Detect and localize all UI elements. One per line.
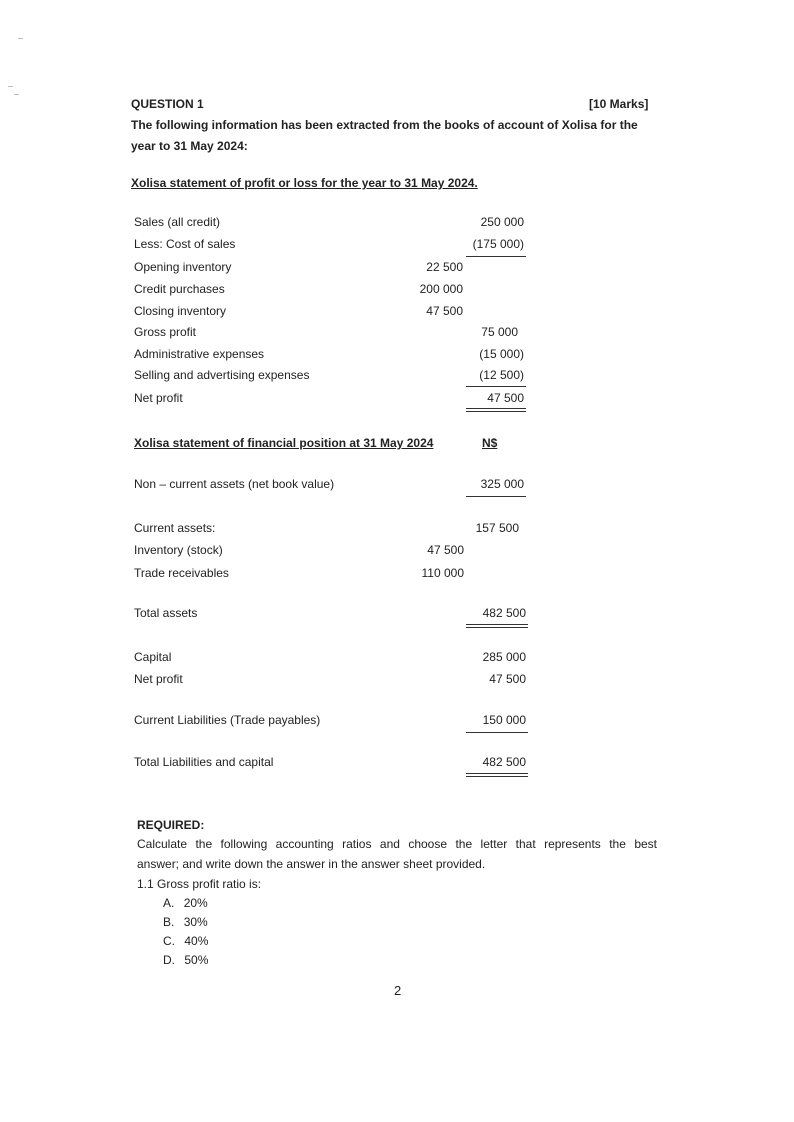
pl-label: Gross profit [134, 325, 197, 339]
fp-outer-value: 150 000 [482, 713, 526, 727]
rule [466, 256, 526, 257]
page-number: 2 [394, 983, 402, 998]
fp-label: Current assets: [134, 521, 216, 535]
option-text: 40% [184, 934, 209, 948]
double-rule [466, 773, 528, 777]
pl-inner-value: 200 000 [419, 282, 463, 296]
required-heading: REQUIRED: [137, 818, 205, 832]
option-a [163, 896, 208, 910]
pl-outer-value: 47 500 [487, 391, 524, 405]
pl-outer-value: (175 000) [472, 237, 524, 251]
fp-label: Total Liabilities and capital [134, 755, 274, 769]
fp-label: Inventory (stock) [134, 543, 223, 557]
scan-mark [18, 38, 23, 39]
required-instruction-line2: answer; and write down the answer in the answer sheet provided. [137, 857, 486, 871]
double-rule [466, 408, 526, 412]
option-text: 20% [183, 896, 208, 910]
fp-outer-value: 482 500 [482, 606, 526, 620]
pl-label: Less: Cost of sales [134, 237, 236, 251]
pl-label: Opening inventory [134, 260, 232, 274]
rule [466, 496, 526, 497]
fp-inner-value: 47 500 [427, 543, 464, 557]
rule [466, 732, 528, 733]
required-instruction-line1: Calculate the following accounting ratios and choose the letter that represents the best [137, 837, 657, 851]
question-1-1: 1.1 Gross profit ratio is: [137, 877, 262, 891]
question-title: QUESTION 1 [131, 97, 204, 111]
pl-inner-value: 22 500 [426, 260, 463, 274]
rule [466, 386, 526, 387]
pl-outer-value: (12 500) [479, 368, 524, 382]
option-c [163, 934, 208, 948]
pl-label: Administrative expenses [134, 347, 265, 361]
double-rule [466, 624, 528, 628]
fp-outer-value: 47 500 [489, 672, 526, 686]
pl-label: Closing inventory [134, 304, 227, 318]
pl-outer-value: 75 000 [481, 325, 518, 339]
profit-loss-heading: Xolisa statement of profit or loss for the year to 31 May 2024. [131, 176, 478, 190]
fp-outer-value: 325 000 [480, 477, 524, 491]
scan-mark [8, 86, 13, 87]
fp-label: Total assets [134, 606, 198, 620]
option-b [163, 915, 208, 929]
option-letter: C. [163, 934, 175, 948]
fp-outer-value: 157 500 [475, 521, 519, 535]
question-intro-line2: year to 31 May 2024: [131, 139, 248, 153]
scan-mark [14, 94, 19, 95]
pl-outer-value: (15 000) [479, 347, 524, 361]
pl-inner-value: 47 500 [426, 304, 463, 318]
pl-label: Credit purchases [134, 282, 225, 296]
question-intro-line1: The following information has been extracted from the books of account of Xolisa for the [131, 118, 638, 132]
option-d [163, 953, 208, 967]
fp-label: Current Liabilities (Trade payables) [134, 713, 321, 727]
option-text: 50% [184, 953, 209, 967]
currency-header: N$ [482, 436, 498, 450]
pl-label: Sales (all credit) [134, 215, 221, 229]
financial-position-heading: Xolisa statement of financial position at 31 May 2024 [134, 436, 434, 450]
pl-outer-value: 250 000 [480, 215, 524, 229]
fp-label: Capital [134, 650, 172, 664]
fp-outer-value: 285 000 [482, 650, 526, 664]
fp-label: Non – current assets (net book value) [134, 477, 335, 491]
fp-label: Net profit [134, 672, 183, 686]
fp-outer-value: 482 500 [482, 755, 526, 769]
option-letter: B. [163, 915, 175, 929]
option-text: 30% [183, 915, 208, 929]
question-marks: [10 Marks] [589, 97, 649, 111]
option-letter: D. [163, 953, 175, 967]
fp-label: Trade receivables [134, 566, 229, 580]
option-letter: A. [163, 896, 175, 910]
pl-label: Net profit [134, 391, 183, 405]
fp-inner-value: 110 000 [421, 566, 464, 580]
pl-label: Selling and advertising expenses [134, 368, 310, 382]
